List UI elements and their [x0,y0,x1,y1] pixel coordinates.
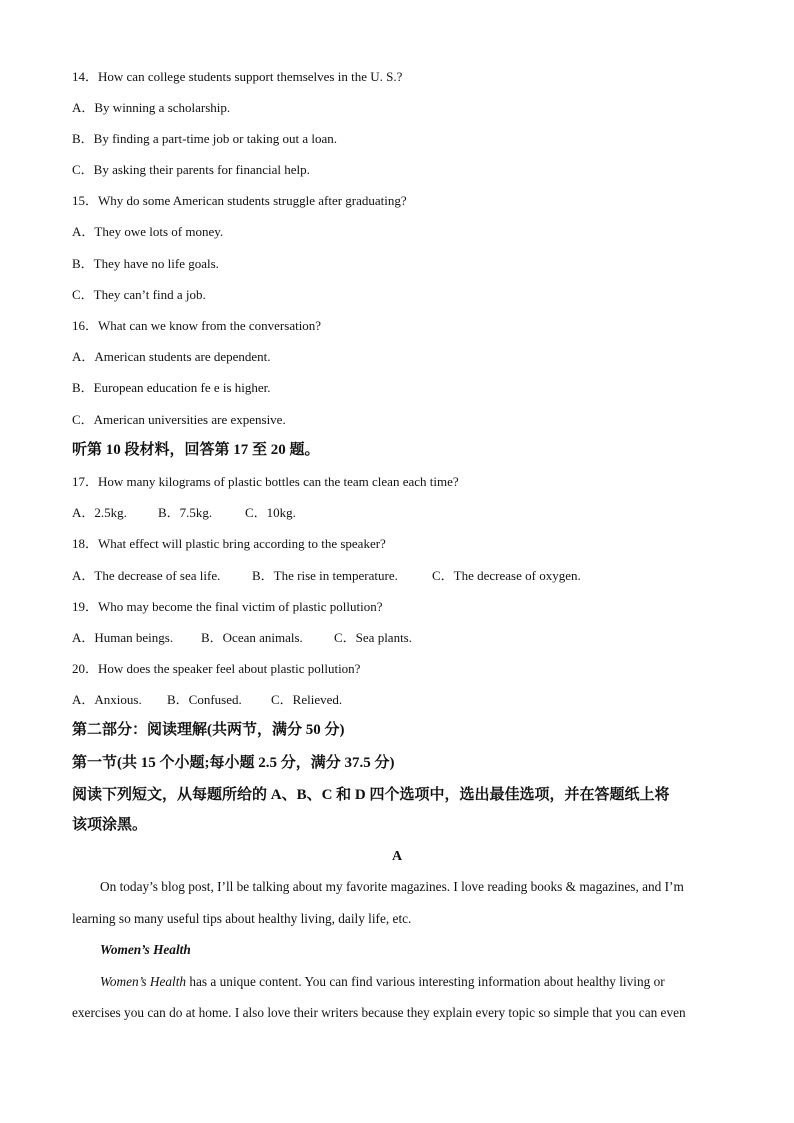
q15-option-a: A．They owe lots of money. [72,224,224,239]
passage-p1-line1: On today’s blog post, I’ll be talking about my favorite magazines. I love reading books & magazines, and I’m [100,879,684,894]
question-14: 14．How can college students support themselves in the U. S.? [72,69,403,84]
q18-option-b: B．The rise in temperature. [252,568,398,583]
magazine-title: Women’s Health [100,974,187,989]
q20-option-a: A．Anxious. [72,692,142,707]
passage-p2-line1-text: has a unique content. You can find various interesting information about healthy living or [186,974,665,989]
q16-option-a: A．American students are dependent. [72,349,271,364]
question-20: 20．How does the speaker feel about plastic pollution? [72,661,361,676]
question-16: 16．What can we know from the conversation? [72,318,322,333]
q20-option-c: C．Relieved. [271,692,343,707]
q19-option-c: C．Sea plants. [334,630,412,645]
q20-option-b: B．Confused. [167,692,242,707]
instruction-line-2: 该项涂黑。 [72,817,148,833]
q19-options [72,629,412,647]
q16-option-c: C．American universities are expensive. [72,412,286,427]
q15-option-c: C．They can’t find a job. [72,287,206,302]
q17-option-b: B．7.5kg. [158,505,213,520]
q20-options [72,691,342,709]
q17-option-c: C．10kg. [245,505,296,520]
passage-subheading: Women’s Health [100,942,191,957]
q17-options [72,504,296,522]
section-1-heading: 第一节(共 15 个小题;每小题 2.5 分，满分 37.5 分) [72,755,395,771]
q16-option-b: B．European education fe e is higher. [72,380,271,395]
passage-p1-line2: learning so many useful tips about healthy living, daily life, etc. [72,911,412,926]
question-15: 15．Why do some American students struggle after graduating? [72,193,407,208]
question-19: 19．Who may become the final victim of plastic pollution? [72,599,383,614]
passage-p2-line1 [100,973,665,991]
q18-options [72,567,581,585]
q19-option-a: A．Human beings. [72,630,174,645]
q17-option-a: A．2.5kg. [72,505,127,520]
q18-option-a: A．The decrease of sea life. [72,568,221,583]
instruction-line-1: 阅读下列短文，从每题所给的 A、B、C 和 D 四个选项中，选出最佳选项，并在答题纸上将 [72,787,670,803]
q14-option-b: B．By finding a part-time job or taking out a loan. [72,131,338,146]
part-2-heading: 第二部分：阅读理解(共两节，满分 50 分) [72,722,345,738]
passage-p2-line2: exercises you can do at home. I also love their writers because they explain every topic so simple that you can even [72,1005,686,1020]
question-18: 18．What effect will plastic bring according to the speaker? [72,536,386,551]
q19-option-b: B．Ocean animals. [201,630,303,645]
q18-option-c: C．The decrease of oxygen. [432,568,581,583]
q14-option-a: A．By winning a scholarship. [72,100,231,115]
q14-option-c: C．By asking their parents for financial help. [72,162,310,177]
question-17: 17．How many kilograms of plastic bottles can the team clean each time? [72,474,459,489]
passage-letter: A [391,849,403,864]
q15-option-b: B．They have no life goals. [72,256,219,271]
section-10-heading: 听第 10 段材料，回答第 17 至 20 题。 [72,442,320,458]
